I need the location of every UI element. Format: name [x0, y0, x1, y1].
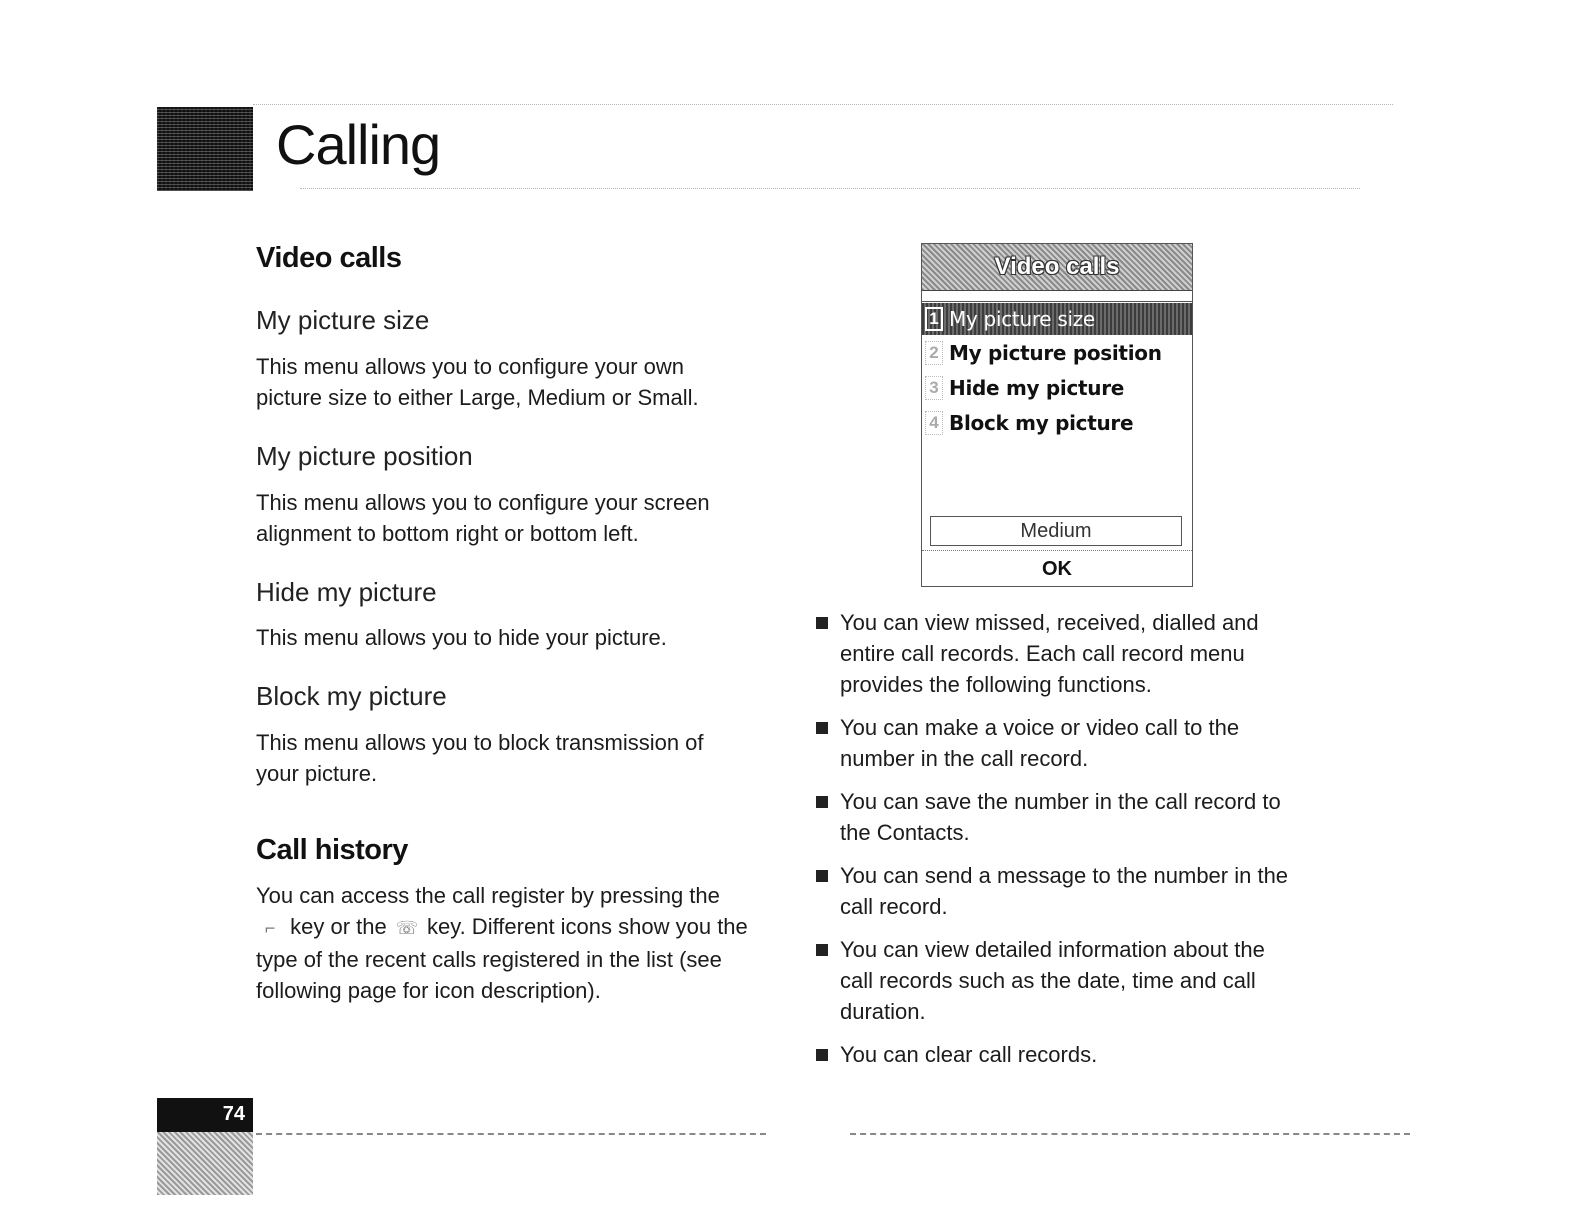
bullet-square-icon [816, 870, 828, 882]
section-title-hide-picture: Hide my picture [256, 577, 437, 607]
menu-item-label: Hide my picture [949, 376, 1125, 400]
phone-title-separator [922, 291, 1192, 302]
page-number-tab [157, 1098, 253, 1132]
call-record-functions-list [816, 607, 1296, 1082]
bullet-square-icon [816, 722, 828, 734]
phone-screen [921, 243, 1193, 587]
chapter-tab-block [157, 107, 253, 191]
header-divider-top [253, 104, 1393, 105]
call-history-text-3: key. Different icons show you the type of the recent calls registered in the list (see following page for icon description). [256, 914, 748, 1003]
menu-number-badge: 2 [925, 341, 943, 365]
phone-menu-item-picture-position[interactable] [922, 337, 1192, 369]
list-item-text: You can send a message to the number in the call record. [840, 863, 1289, 919]
page-number: 74 [222, 1103, 245, 1125]
footer-divider-right [850, 1133, 1410, 1135]
section-body-hide-picture: This menu allows you to hide your picture. [256, 625, 667, 650]
list-item [816, 934, 1296, 1027]
footer-divider-left [256, 1133, 766, 1135]
list-item-text: You can save the number in the call record to the Contacts. [840, 789, 1281, 845]
list-item [816, 786, 1296, 848]
menu-item-label: My picture size [949, 307, 1095, 331]
list-item-text: You can clear call records. [840, 1042, 1098, 1067]
call-history-text-1: You can access the call register by pressing the [256, 883, 720, 908]
phone-menu-item-block-picture[interactable] [922, 407, 1192, 439]
call-history-heading: Call history [256, 834, 408, 866]
section-title-picture-position: My picture position [256, 441, 473, 471]
menu-item-label: My picture position [949, 341, 1162, 365]
menu-number-badge: 1 [925, 307, 943, 331]
list-item [816, 860, 1296, 922]
section-title-picture-size: My picture size [256, 305, 430, 335]
bullet-square-icon [816, 617, 828, 629]
bullet-square-icon [816, 1049, 828, 1061]
ok-softkey[interactable]: OK [922, 550, 1192, 587]
bullet-square-icon [816, 796, 828, 808]
menu-number-badge: 3 [925, 376, 943, 400]
list-item [816, 712, 1296, 774]
list-item-text: You can view detailed information about the call records such as the date, time and call duration. [840, 937, 1265, 1024]
page-footer-block [157, 1098, 253, 1195]
bullet-square-icon [816, 944, 828, 956]
list-item [816, 607, 1296, 700]
picture-size-value[interactable]: Medium [930, 516, 1182, 546]
list-item [816, 1039, 1296, 1070]
section-body-block-picture: This menu allows you to block transmission of your picture. [256, 730, 704, 786]
chapter-title: Calling [276, 113, 441, 176]
phone-title-bar [922, 244, 1192, 291]
send-key-icon: ⌐ [264, 917, 276, 938]
section-body-picture-position: This menu allows you to configure your screen alignment to bottom right or bottom left. [256, 490, 710, 546]
list-item-text: You can make a voice or video call to the number in the call record. [840, 715, 1240, 771]
phone-menu-item-hide-picture[interactable] [922, 372, 1192, 404]
phone-title: Video calls [994, 253, 1120, 280]
menu-item-label: Block my picture [949, 411, 1134, 435]
menu-number-badge: 4 [925, 411, 943, 435]
video-key-icon: ☏ [395, 917, 419, 938]
phone-menu-item-picture-size[interactable] [922, 303, 1192, 335]
video-calls-heading: Video calls [256, 242, 402, 274]
section-body-picture-size: This menu allows you to configure your own picture size to either Large, Medium or Small. [256, 354, 699, 410]
list-item-text: You can view missed, received, dialled and entire call records. Each call record menu provides the following functions. [840, 610, 1259, 697]
call-history-text-2: key or the [290, 914, 387, 939]
section-title-block-picture: Block my picture [256, 681, 447, 711]
header-divider-bottom [300, 188, 1360, 189]
call-history-body [256, 880, 751, 1006]
